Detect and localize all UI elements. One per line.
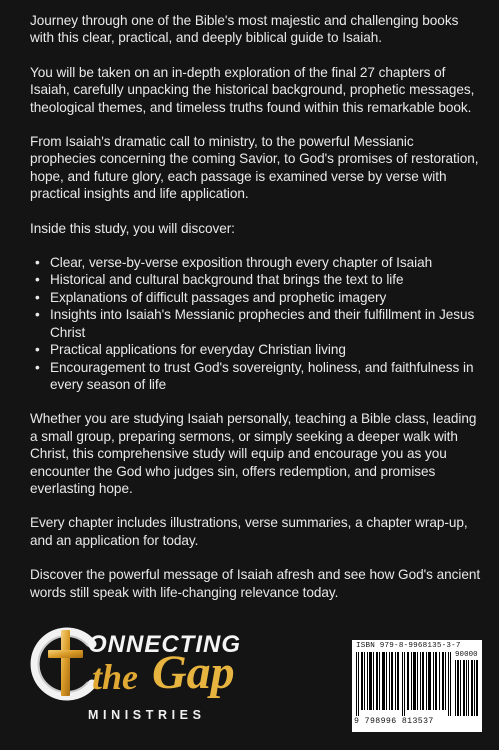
feature-item: • Historical and cultural background that brings the text to life: [50, 271, 482, 288]
feature-item: • Practical applications for everyday Christian living: [50, 341, 482, 358]
feature-item: • Clear, verse-by-verse exposition through every chapter of Isaiah: [50, 254, 482, 271]
isbn-label: ISBN 979-8-9968135-3-7: [356, 642, 461, 650]
intro-paragraph: Journey through one of the Bible's most majestic and challenging books with this clear, practical, and deeply biblical guide to Isaiah.: [30, 13, 459, 46]
addon-digits: 90000: [455, 651, 478, 659]
closing-paragraph: Discover the powerful message of Isaiah afresh and see how God's ancient words still speak with life-changing relevance today.: [30, 567, 481, 600]
logo-word-ministries: MINISTRIES: [88, 708, 206, 722]
feature-list: [30, 254, 482, 393]
feature-item: • Explanations of difficult passages and prophetic imagery: [50, 289, 482, 306]
feature-item: • Encouragement to trust God's sovereignty, holiness, and faithfulness in every season of life: [50, 359, 482, 394]
addon-barcode-bars-icon: [455, 660, 479, 716]
chapter-features-paragraph: Every chapter includes illustrations, verse summaries, a chapter wrap-up, and an application for today.: [30, 515, 468, 548]
logo-word-gap: Gap: [152, 646, 235, 699]
logo-word-the: the: [92, 657, 139, 697]
exploration-paragraph: You will be taken on an in-depth exploration of the final 27 chapters of Isaiah, carefully unpacking the historical background, prophetic messages, theological themes, and timeless truths found within this remarkable book.: [30, 64, 475, 115]
ean-digits: 9 798996 813537: [354, 717, 434, 726]
audience-paragraph: Whether you are studying Isaiah personally, teaching a Bible class, leading a small group, preparing sermons, or simply seeking a deeper walk with Christ, this comprehensive study will equip and encourage you as you encounter the God who judges sin, offers redemption, and promises everlasting hope.: [30, 411, 477, 496]
overview-paragraph: From Isaiah's dramatic call to ministry, to the powerful Messianic prophecies concerning the coming Savior, to God's promises of restoration, hope, and future glory, each passage is examined verse by verse with practical insights and life application.: [30, 134, 479, 202]
discover-heading: Inside this study, you will discover:: [30, 220, 235, 236]
barcode-bars-icon: [356, 652, 452, 716]
feature-item: • Insights into Isaiah's Messianic prophecies and their fulfillment in Jesus Christ: [50, 306, 482, 341]
connecting-the-gap-logo: [26, 614, 248, 730]
back-cover-description: [30, 12, 482, 618]
isbn-barcode: [352, 640, 482, 732]
logo-word-connecting: ONNECTING: [88, 631, 241, 658]
